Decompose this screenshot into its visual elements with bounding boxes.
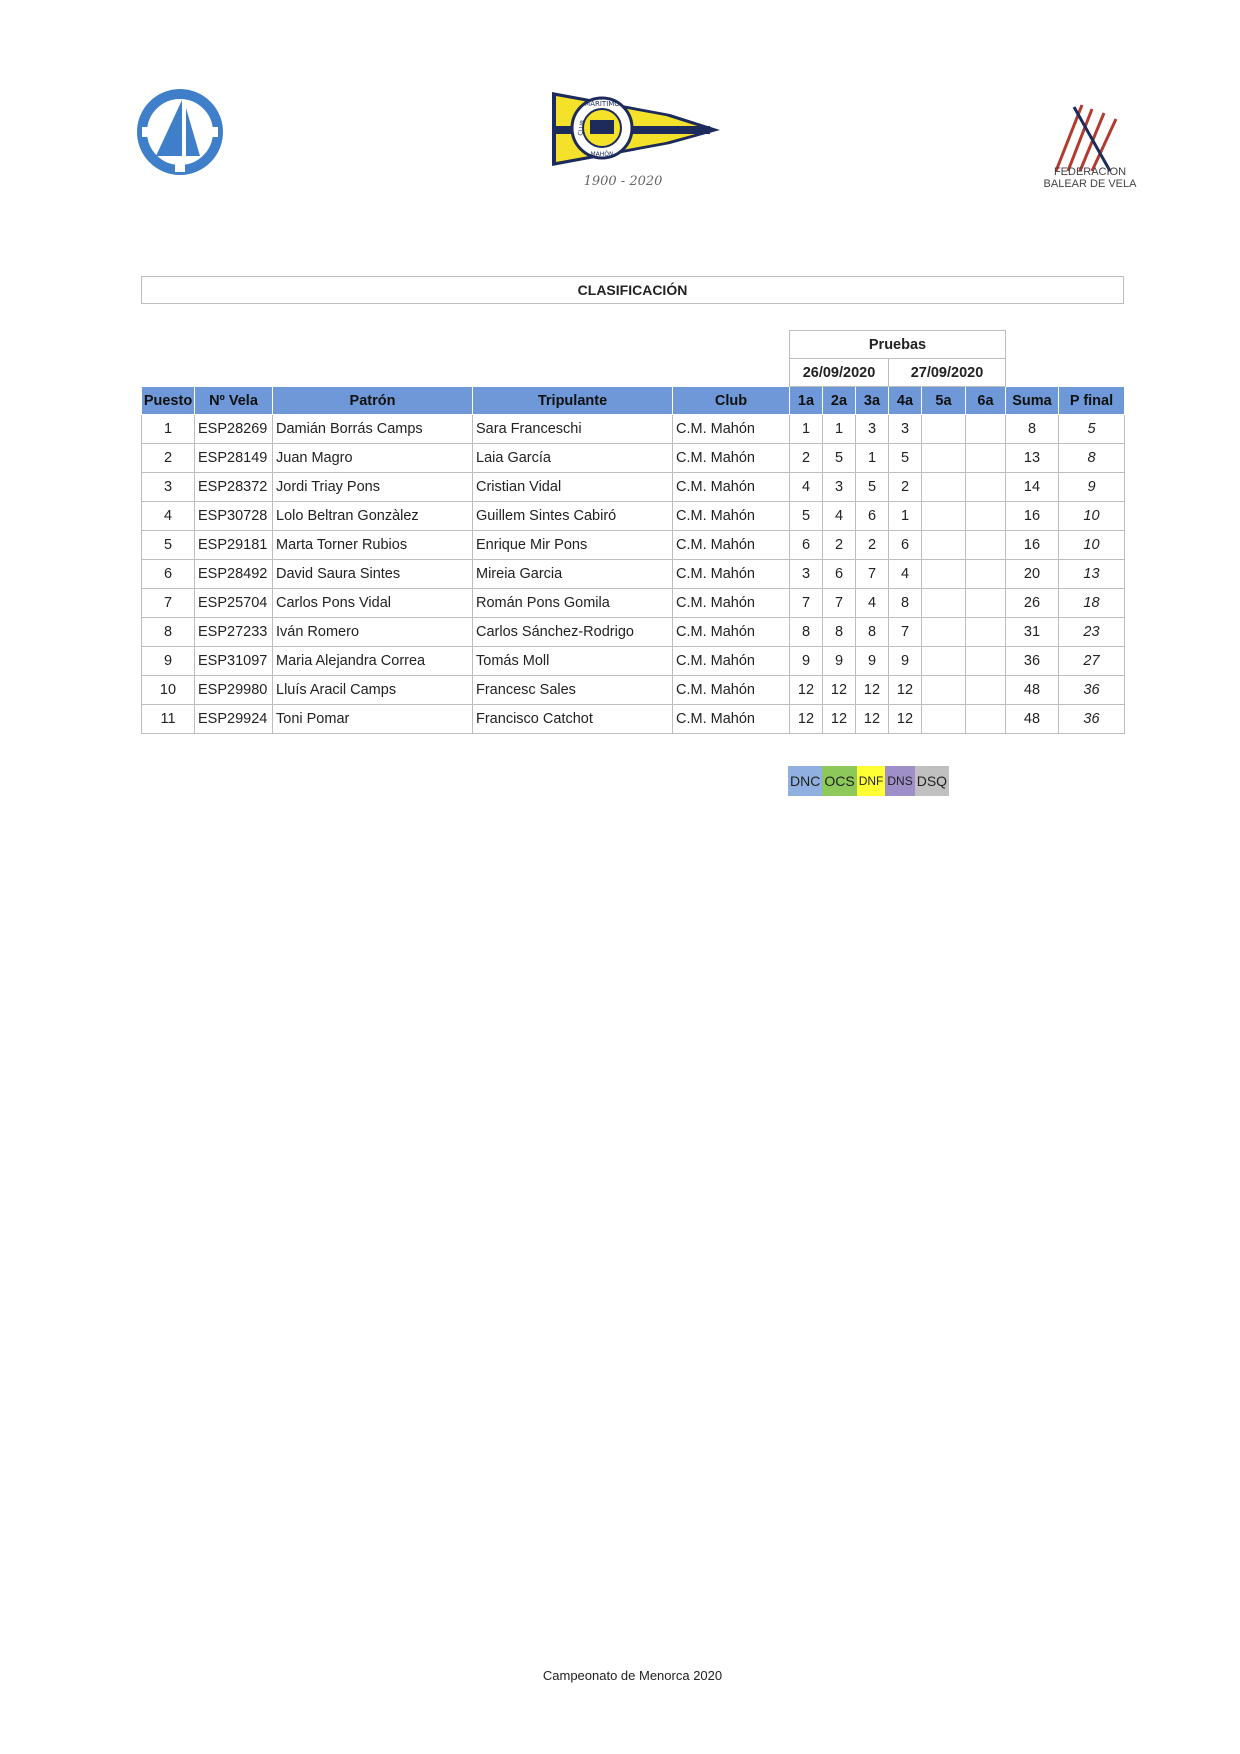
cell-tripulante: Cristian Vidal [473,473,673,502]
cell-race-4: 6 [889,531,922,560]
cell-vela: ESP30728 [195,502,273,531]
cell-race-5 [922,589,966,618]
cell-race-1: 7 [790,589,823,618]
cell-vela: ESP29980 [195,676,273,705]
cell-tripulante: Román Pons Gomila [473,589,673,618]
cell-patron: Marta Torner Rubios [273,531,473,560]
cell-race-6 [966,560,1006,589]
cell-final: 8 [1059,444,1125,473]
cell-puesto: 6 [142,560,195,589]
cell-race-3: 12 [856,705,889,734]
col-race-6: 6a [966,387,1006,415]
cell-race-3: 7 [856,560,889,589]
cell-race-6 [966,444,1006,473]
cell-patron: Iván Romero [273,618,473,647]
cell-tripulante: Enrique Mir Pons [473,531,673,560]
cell-final: 23 [1059,618,1125,647]
cell-club: C.M. Mahón [673,502,790,531]
cell-puesto: 1 [142,415,195,444]
cell-final: 36 [1059,676,1125,705]
cell-final: 5 [1059,415,1125,444]
cell-final: 13 [1059,560,1125,589]
cell-race-4: 8 [889,589,922,618]
cell-suma: 48 [1006,676,1059,705]
cell-race-2: 9 [823,647,856,676]
cell-final: 9 [1059,473,1125,502]
cell-club: C.M. Mahón [673,705,790,734]
cell-club: C.M. Mahón [673,531,790,560]
table-row [142,705,1125,734]
col-race-4: 4a [889,387,922,415]
cell-vela: ESP28372 [195,473,273,502]
legend-dnc: DNC [788,766,822,796]
cell-vela: ESP29181 [195,531,273,560]
table-row [142,415,1125,444]
cell-race-2: 3 [823,473,856,502]
legend-dns: DNS [885,766,914,796]
col-suma: Suma [1006,387,1059,415]
cell-race-4: 12 [889,705,922,734]
col-club: Club [673,387,790,415]
column-headers [142,387,1125,415]
cell-race-5 [922,618,966,647]
cell-club: C.M. Mahón [673,444,790,473]
cell-race-1: 8 [790,618,823,647]
cell-race-1: 1 [790,415,823,444]
cell-club: C.M. Mahón [673,676,790,705]
cell-tripulante: Francisco Catchot [473,705,673,734]
cell-race-3: 5 [856,473,889,502]
cell-race-1: 5 [790,502,823,531]
results-table [141,330,1125,734]
cell-puesto: 3 [142,473,195,502]
col-tripulante: Tripulante [473,387,673,415]
pruebas-header: Pruebas [790,331,1006,359]
cell-patron: Lolo Beltran Gonzàlez [273,502,473,531]
page-title: CLASIFICACIÓN [141,276,1124,304]
cell-final: 27 [1059,647,1125,676]
cell-race-4: 12 [889,676,922,705]
table-row [142,676,1125,705]
cell-vela: ESP28269 [195,415,273,444]
cell-suma: 48 [1006,705,1059,734]
legend-dsq: DSQ [915,766,949,796]
cell-patron: Juan Magro [273,444,473,473]
sailing-class-logo [134,86,226,178]
col-vela: Nº Vela [195,387,273,415]
cell-race-2: 5 [823,444,856,473]
col-race-2: 2a [823,387,856,415]
col-final: P final [1059,387,1125,415]
cell-race-5 [922,502,966,531]
cell-suma: 8 [1006,415,1059,444]
penalty-legend [788,766,949,796]
cell-final: 36 [1059,705,1125,734]
club-ring-left: CLUB [577,119,587,137]
cell-tripulante: Laia García [473,444,673,473]
col-race-1: 1a [790,387,823,415]
cell-race-6 [966,531,1006,560]
cell-club: C.M. Mahón [673,647,790,676]
cell-race-4: 9 [889,647,922,676]
cell-race-4: 4 [889,560,922,589]
cell-patron: Lluís Aracil Camps [273,676,473,705]
legend-dnf: DNF [857,766,886,796]
cell-puesto: 2 [142,444,195,473]
cell-race-5 [922,676,966,705]
cell-race-2: 8 [823,618,856,647]
cell-race-3: 6 [856,502,889,531]
cell-tripulante: Mireia Garcia [473,560,673,589]
table-row [142,647,1125,676]
cell-race-6 [966,618,1006,647]
cell-race-3: 9 [856,647,889,676]
cell-race-3: 3 [856,415,889,444]
table-row [142,502,1125,531]
cell-puesto: 5 [142,531,195,560]
cell-race-2: 4 [823,502,856,531]
cell-race-3: 12 [856,676,889,705]
cell-puesto: 4 [142,502,195,531]
cell-race-1: 12 [790,676,823,705]
cell-race-1: 3 [790,560,823,589]
cell-race-1: 12 [790,705,823,734]
cell-suma: 36 [1006,647,1059,676]
club-years: 1900 - 2020 [583,174,663,189]
cell-race-1: 6 [790,531,823,560]
cell-race-6 [966,589,1006,618]
cell-tripulante: Guillem Sintes Cabiró [473,502,673,531]
cell-race-4: 3 [889,415,922,444]
cell-race-6 [966,705,1006,734]
cell-race-3: 8 [856,618,889,647]
cell-race-2: 12 [823,705,856,734]
cell-suma: 16 [1006,531,1059,560]
cell-puesto: 8 [142,618,195,647]
cell-patron: David Saura Sintes [273,560,473,589]
cell-vela: ESP27233 [195,618,273,647]
cell-suma: 16 [1006,502,1059,531]
cell-vela: ESP28149 [195,444,273,473]
table-row [142,589,1125,618]
col-race-5: 5a [922,387,966,415]
cell-race-2: 6 [823,560,856,589]
cell-race-5 [922,705,966,734]
date-header-2: 27/09/2020 [889,359,1006,387]
cell-race-4: 5 [889,444,922,473]
col-race-3: 3a [856,387,889,415]
federation-line-2: BALEAR DE VELA [1043,178,1137,190]
col-patron: Patrón [273,387,473,415]
cell-vela: ESP28492 [195,560,273,589]
federation-name [1030,166,1150,190]
legend-ocs: OCS [822,766,856,796]
cell-race-6 [966,502,1006,531]
federation-line-1: FEDERACION [1053,166,1127,178]
cell-suma: 13 [1006,444,1059,473]
cell-race-2: 2 [823,531,856,560]
cell-race-3: 4 [856,589,889,618]
cell-club: C.M. Mahón [673,618,790,647]
cell-puesto: 7 [142,589,195,618]
cell-patron: Jordi Triay Pons [273,473,473,502]
table-row [142,531,1125,560]
cell-race-2: 1 [823,415,856,444]
cell-race-4: 1 [889,502,922,531]
cell-race-5 [922,647,966,676]
cell-puesto: 9 [142,647,195,676]
cell-final: 18 [1059,589,1125,618]
cell-club: C.M. Mahón [673,560,790,589]
cell-vela: ESP25704 [195,589,273,618]
cell-vela: ESP29924 [195,705,273,734]
cell-puesto: 10 [142,676,195,705]
cell-suma: 26 [1006,589,1059,618]
cell-race-4: 2 [889,473,922,502]
cell-race-5 [922,444,966,473]
club-ring-top: MARÍTIMO [584,100,620,108]
cell-race-2: 7 [823,589,856,618]
cell-tripulante: Carlos Sánchez-Rodrigo [473,618,673,647]
col-puesto: Puesto [142,387,195,415]
cell-race-1: 9 [790,647,823,676]
cell-race-3: 1 [856,444,889,473]
cell-race-1: 4 [790,473,823,502]
cell-race-6 [966,415,1006,444]
cell-final: 10 [1059,502,1125,531]
cell-patron: Damián Borrás Camps [273,415,473,444]
cell-race-6 [966,647,1006,676]
cell-race-5 [922,560,966,589]
cell-puesto: 11 [142,705,195,734]
cell-club: C.M. Mahón [673,589,790,618]
cell-suma: 31 [1006,618,1059,647]
cell-patron: Carlos Pons Vidal [273,589,473,618]
cell-final: 10 [1059,531,1125,560]
cell-tripulante: Francesc Sales [473,676,673,705]
cell-race-5 [922,415,966,444]
cell-suma: 20 [1006,560,1059,589]
cell-race-5 [922,473,966,502]
club-ring-bottom: MAHÓN [590,151,614,158]
table-row [142,560,1125,589]
cell-race-4: 7 [889,618,922,647]
cell-race-1: 2 [790,444,823,473]
cell-tripulante: Sara Franceschi [473,415,673,444]
cell-patron: Toni Pomar [273,705,473,734]
cell-suma: 14 [1006,473,1059,502]
cell-race-6 [966,473,1006,502]
cell-race-2: 12 [823,676,856,705]
table-row [142,473,1125,502]
table-row [142,444,1125,473]
cell-club: C.M. Mahón [673,473,790,502]
date-header-1: 26/09/2020 [790,359,889,387]
cell-race-3: 2 [856,531,889,560]
page-footer: Campeonato de Menorca 2020 [542,1668,723,1683]
cell-tripulante: Tomás Moll [473,647,673,676]
cell-vela: ESP31097 [195,647,273,676]
cell-club: C.M. Mahón [673,415,790,444]
table-row [142,618,1125,647]
cell-race-5 [922,531,966,560]
cell-race-6 [966,676,1006,705]
cell-patron: Maria Alejandra Correa [273,647,473,676]
